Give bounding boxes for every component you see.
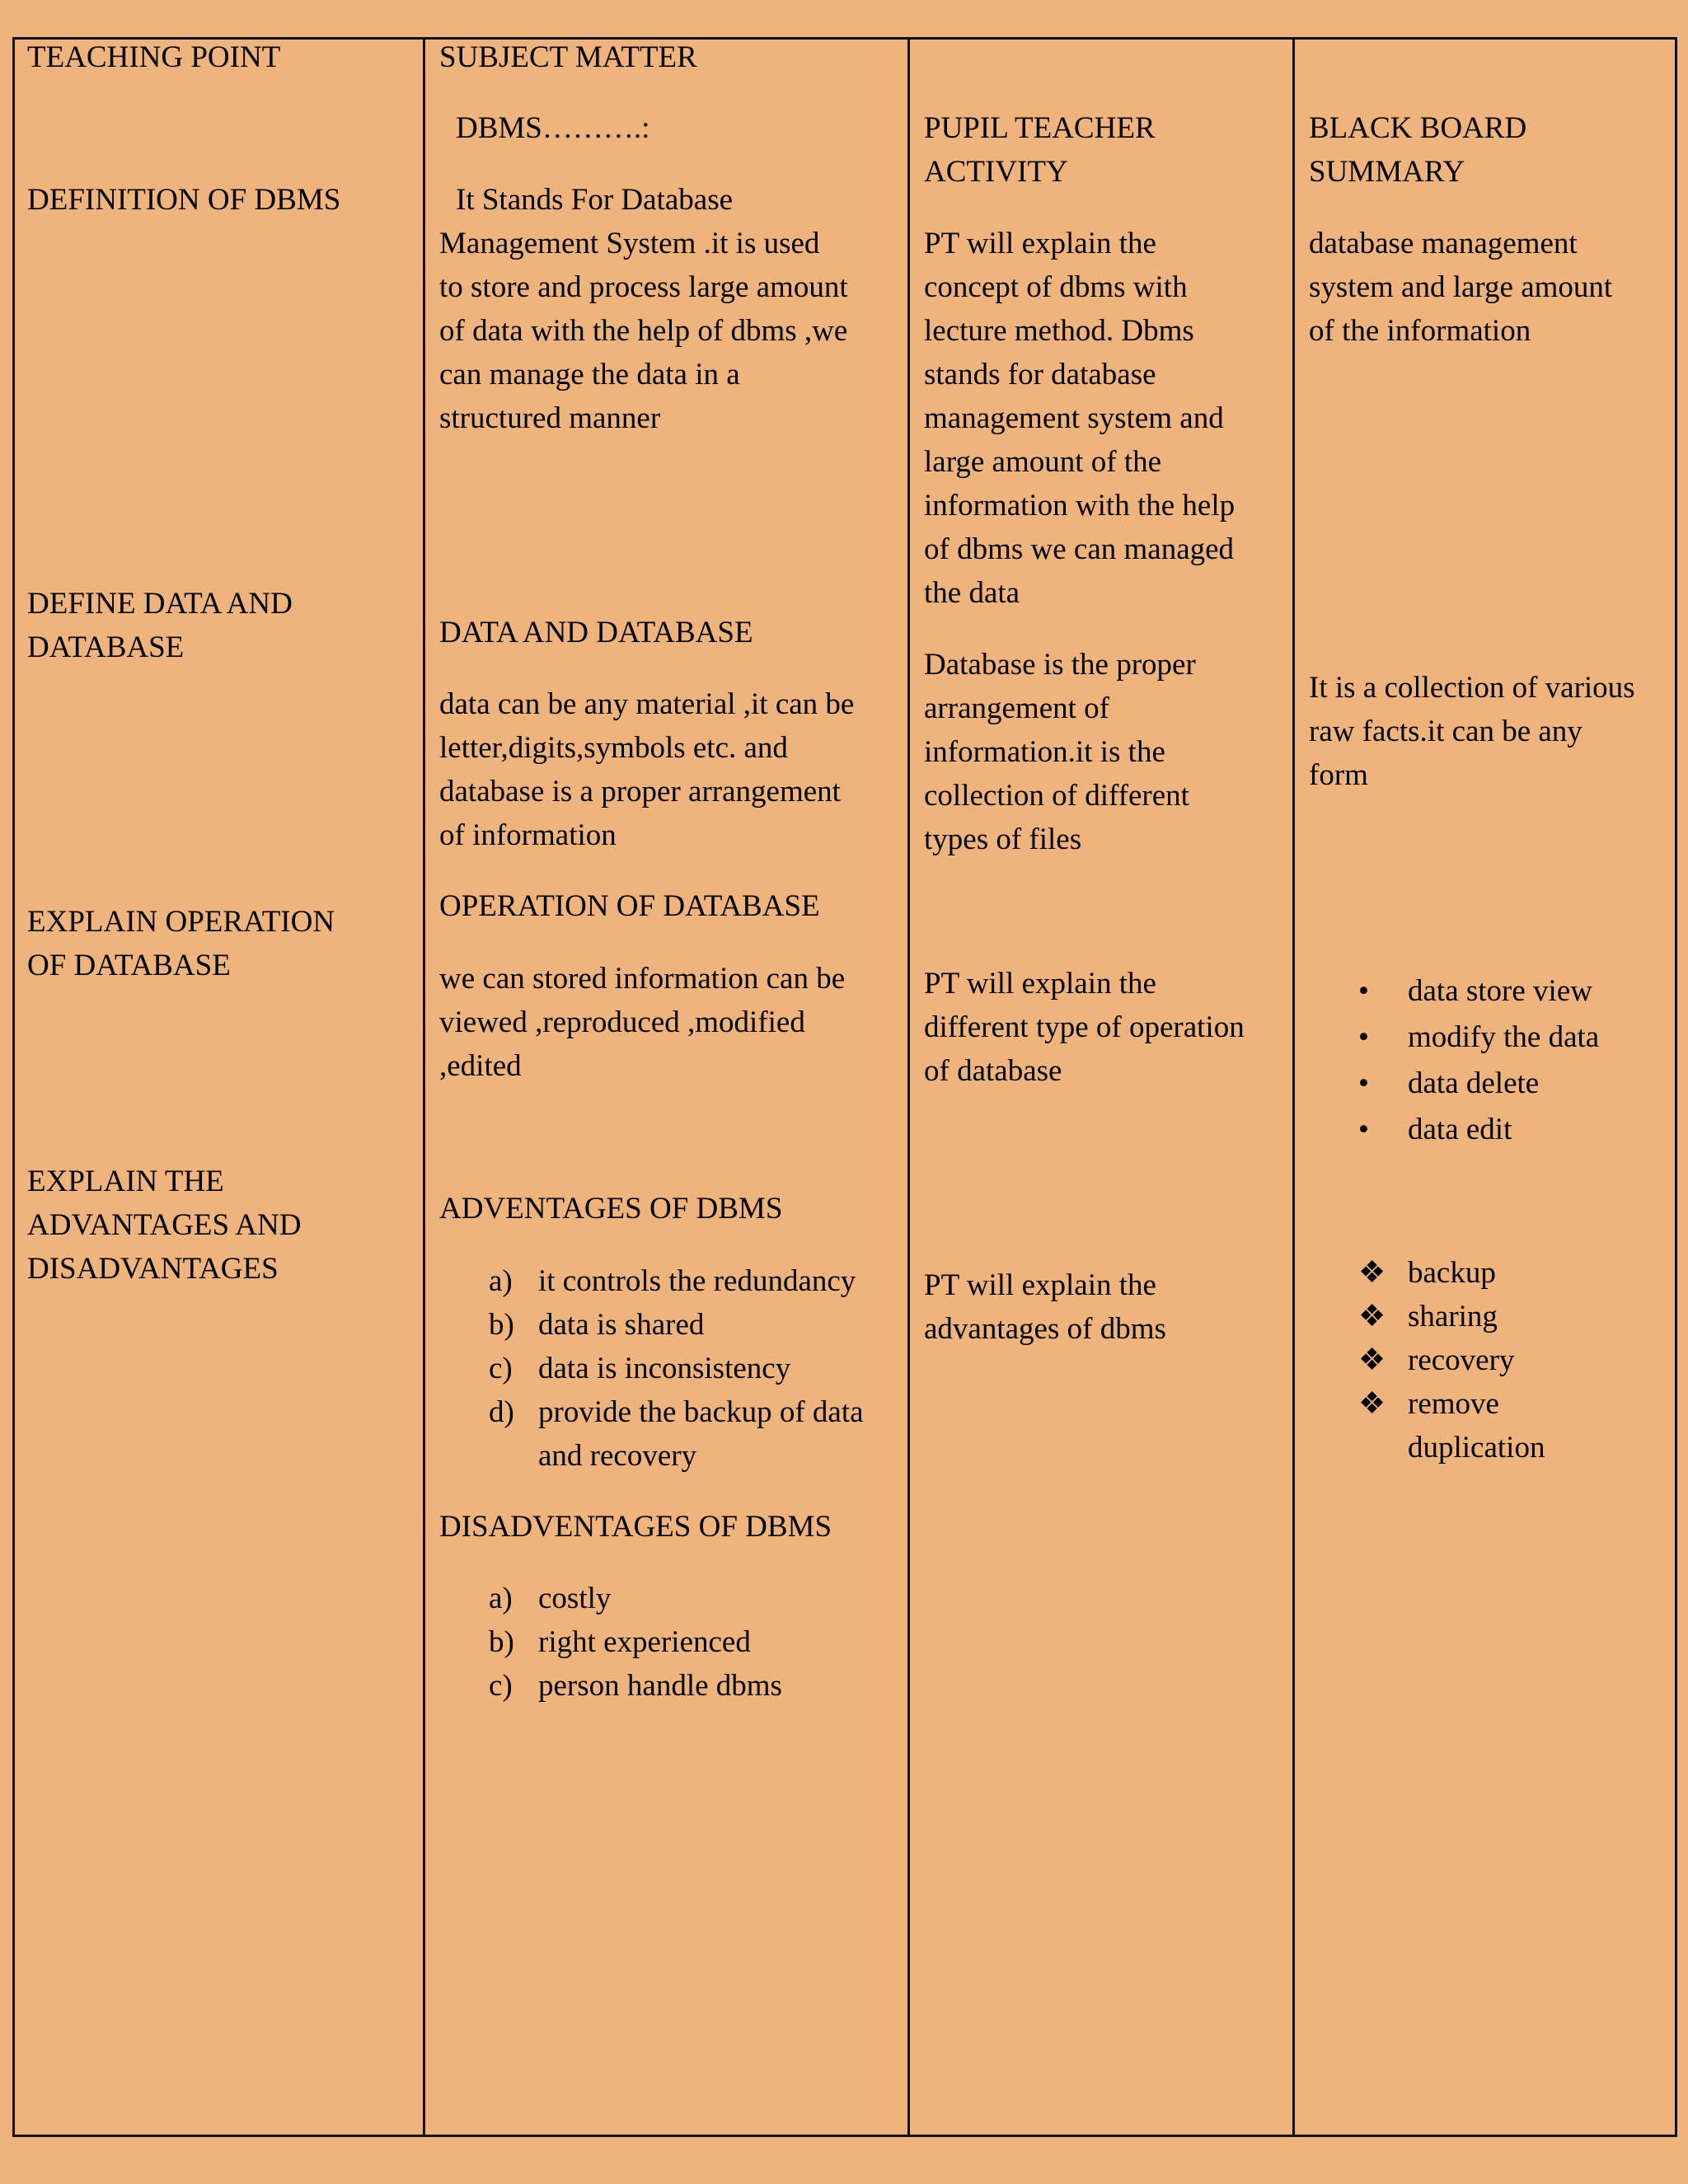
operation-heading: OPERATION OF DATABASE [439,889,820,923]
list-item: ❖ sharing [1358,1295,1672,1338]
summary-advantages-list [1358,1251,1672,1469]
column-divider [423,40,425,2135]
diamond-bullet-icon: ❖ [1358,1343,1386,1377]
column-divider [1292,40,1295,2135]
list-item: • modify the data [1358,1015,1672,1062]
teaching-point-definition: DEFINITION OF DBMS [27,183,341,217]
list-item: • data edit [1358,1108,1672,1154]
disadvantages-list [489,1577,901,1708]
diamond-bullet-icon: ❖ [1358,1387,1386,1421]
list-item: d) provide the backup of data [489,1395,864,1429]
diamond-bullet-icon: ❖ [1358,1256,1386,1290]
list-item: b) data is shared [489,1308,705,1342]
list-item: a) it controls the redundancy [489,1264,856,1298]
advantages-continuation: and recovery [538,1439,697,1473]
bullet-icon: • [1358,1066,1369,1100]
list-item: ❖ recovery [1358,1338,1672,1382]
list-item: ❖ remove duplication [1358,1382,1672,1469]
advantages-list [489,1259,901,1434]
bullet-icon: • [1358,974,1369,1008]
diamond-bullet-icon: ❖ [1358,1300,1386,1333]
list-item: c) data is inconsistency [489,1352,791,1385]
list-item: ❖ backup [1358,1251,1672,1295]
list-item: • data store view [1358,969,1672,1015]
dbms-heading: DBMS……….: [456,111,650,145]
data-database-heading: DATA AND DATABASE [439,616,753,649]
summary-operation-bullets [1358,969,1672,1154]
bullet-icon: • [1358,1020,1369,1054]
list-item: b) right experienced [489,1625,751,1659]
column-divider [907,40,910,2135]
advantages-heading: ADVENTAGES OF DBMS [439,1192,783,1226]
list-item: a) costly [489,1582,612,1615]
header-subject-matter: SUBJECT MATTER [439,40,697,74]
list-item: • data delete [1358,1062,1672,1108]
disadvantages-heading: DISADVENTAGES OF DBMS [439,1510,832,1544]
list-item: c) person handle dbms [489,1669,782,1703]
header-teaching-point: TEACHING POINT [27,40,281,74]
bullet-icon: • [1358,1113,1369,1146]
